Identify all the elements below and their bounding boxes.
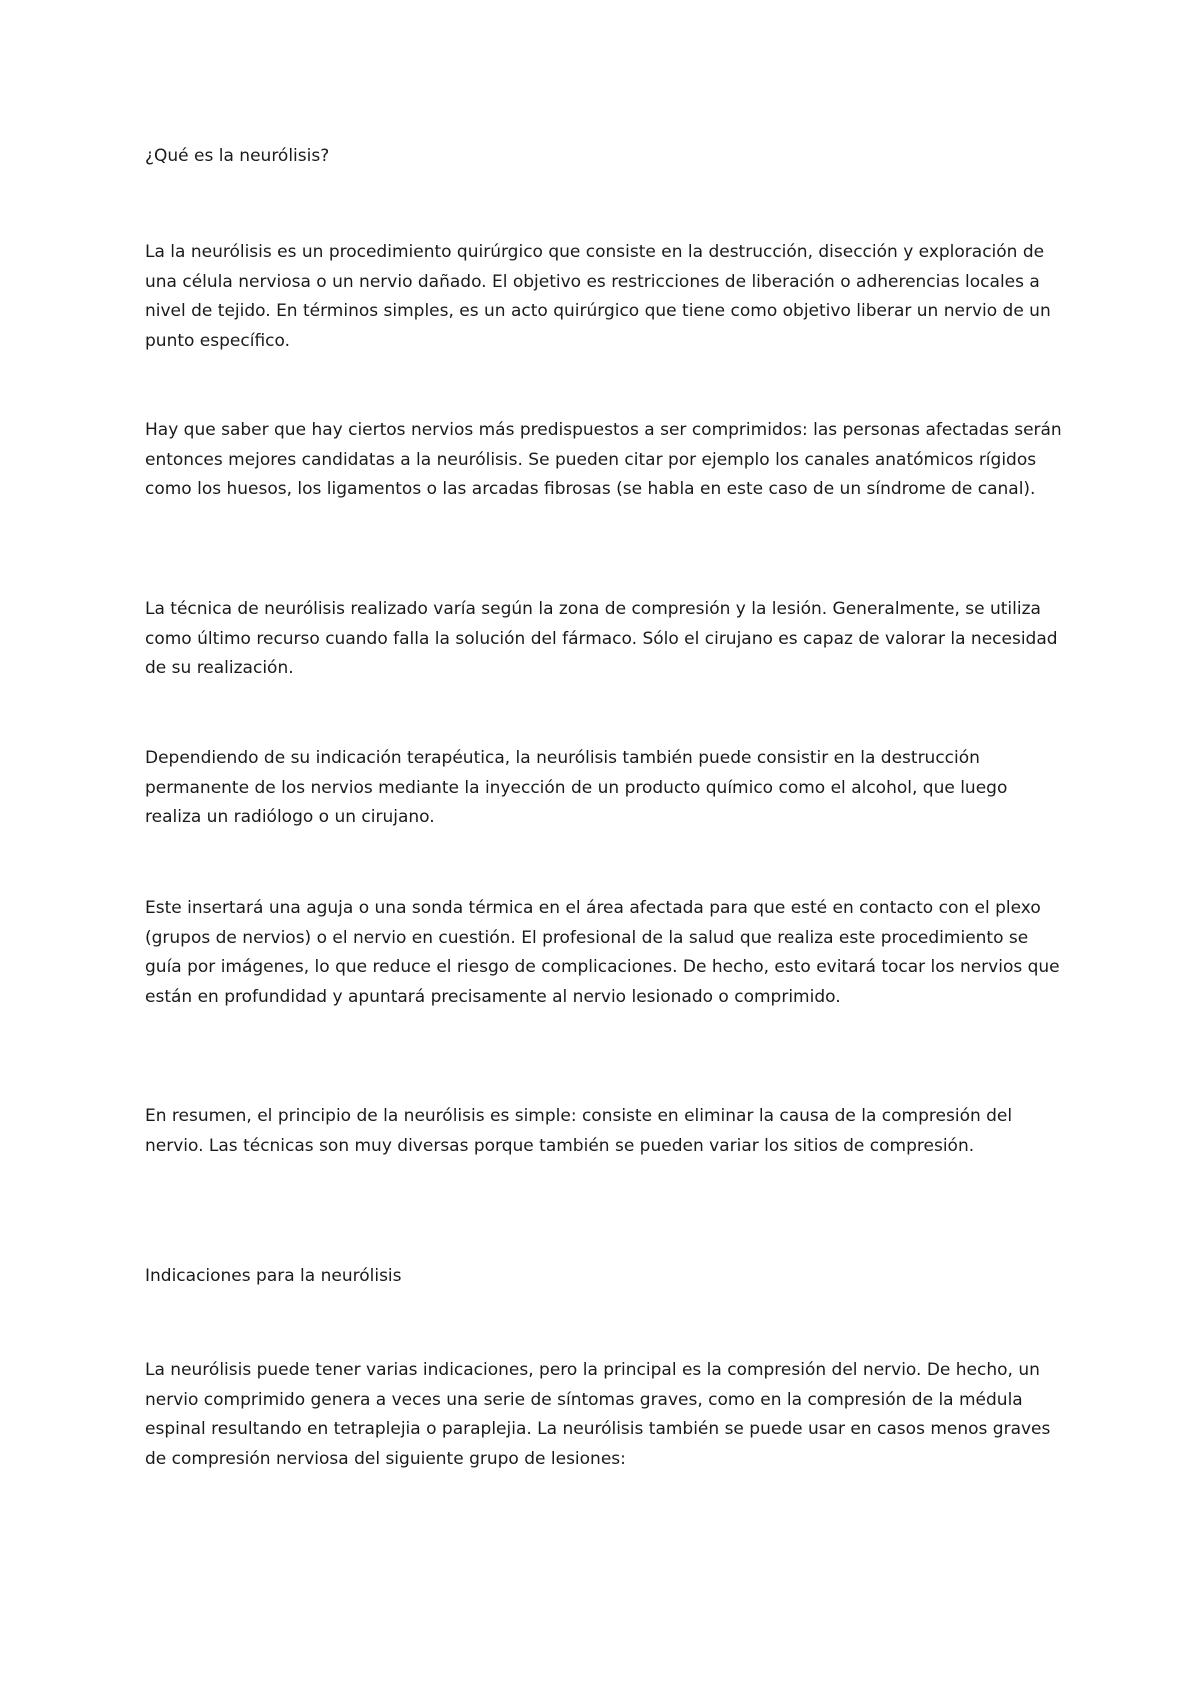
paragraph-summary: En resumen, el principio de la neurólisis es simple: consiste en eliminar la causa de la compresión del nervio. Las técnicas son muy diversas porque también se pueden variar los sitios de compresión. [145, 1106, 1013, 1156]
section-heading-que-es: ¿Qué es la neurólisis? [145, 146, 330, 166]
paragraph-procedure: Este insertará una aguja o una sonda térmica en el área afectada para que esté en contacto con el plexo (grupos de nervios) o el nervio en cuestión. El profesional de la salud que realiza este procedimiento se guía por imágenes, lo que reduce el riesgo de complicaciones. De hecho, esto evitará tocar los nervios que están en profundidad y apuntará precisamente al nervio lesionado o comprimido. [145, 898, 1060, 1007]
paragraph-technique: La técnica de neurólisis realizado varía según la zona de compresión y la lesión. Generalmente, se utiliza como último recurso cuando falla la solución del fármaco. Sólo el cirujano es capaz de valorar la necesidad de su realización. [145, 599, 1058, 679]
paragraph-predisposed-nerves: Hay que saber que hay ciertos nervios más predispuestos a ser comprimidos: las personas afectadas serán entonces mejores candidatas a la neurólisis. Se pueden citar por ejemplo los canales anatómicos rígidos como los huesos, los ligamentos o las arcadas fibrosas (se habla en este caso de un síndrome de canal). [145, 420, 1062, 500]
section-heading-indicaciones: Indicaciones para la neurólisis [145, 1266, 402, 1286]
paragraph-indications: La neurólisis puede tener varias indicaciones, pero la principal es la compresión del nervio. De hecho, un nervio comprimido genera a veces una serie de síntomas graves, como en la compresión de la médula espinal resultando en tetraplejia o paraplejia. La neurólisis también se puede usar en casos menos graves de compresión nerviosa del siguiente grupo de lesiones: [145, 1360, 1051, 1469]
paragraph-definition: La la neurólisis es un procedimiento quirúrgico que consiste en la destrucción, disección y exploración de una célula nerviosa o un nervio dañado. El objetivo es restricciones de liberación o adherencias locales a nivel de tejido. En términos simples, es un acto quirúrgico que tiene como objetivo liberar un nervio de un punto específico. [145, 242, 1051, 351]
paragraph-therapeutic-indication: Dependiendo de su indicación terapéutica, la neurólisis también puede consistir en la destrucción permanente de los nervios mediante la inyección de un producto químico como el alcohol, que luego realiza un radiólogo o un cirujano. [145, 748, 1008, 828]
